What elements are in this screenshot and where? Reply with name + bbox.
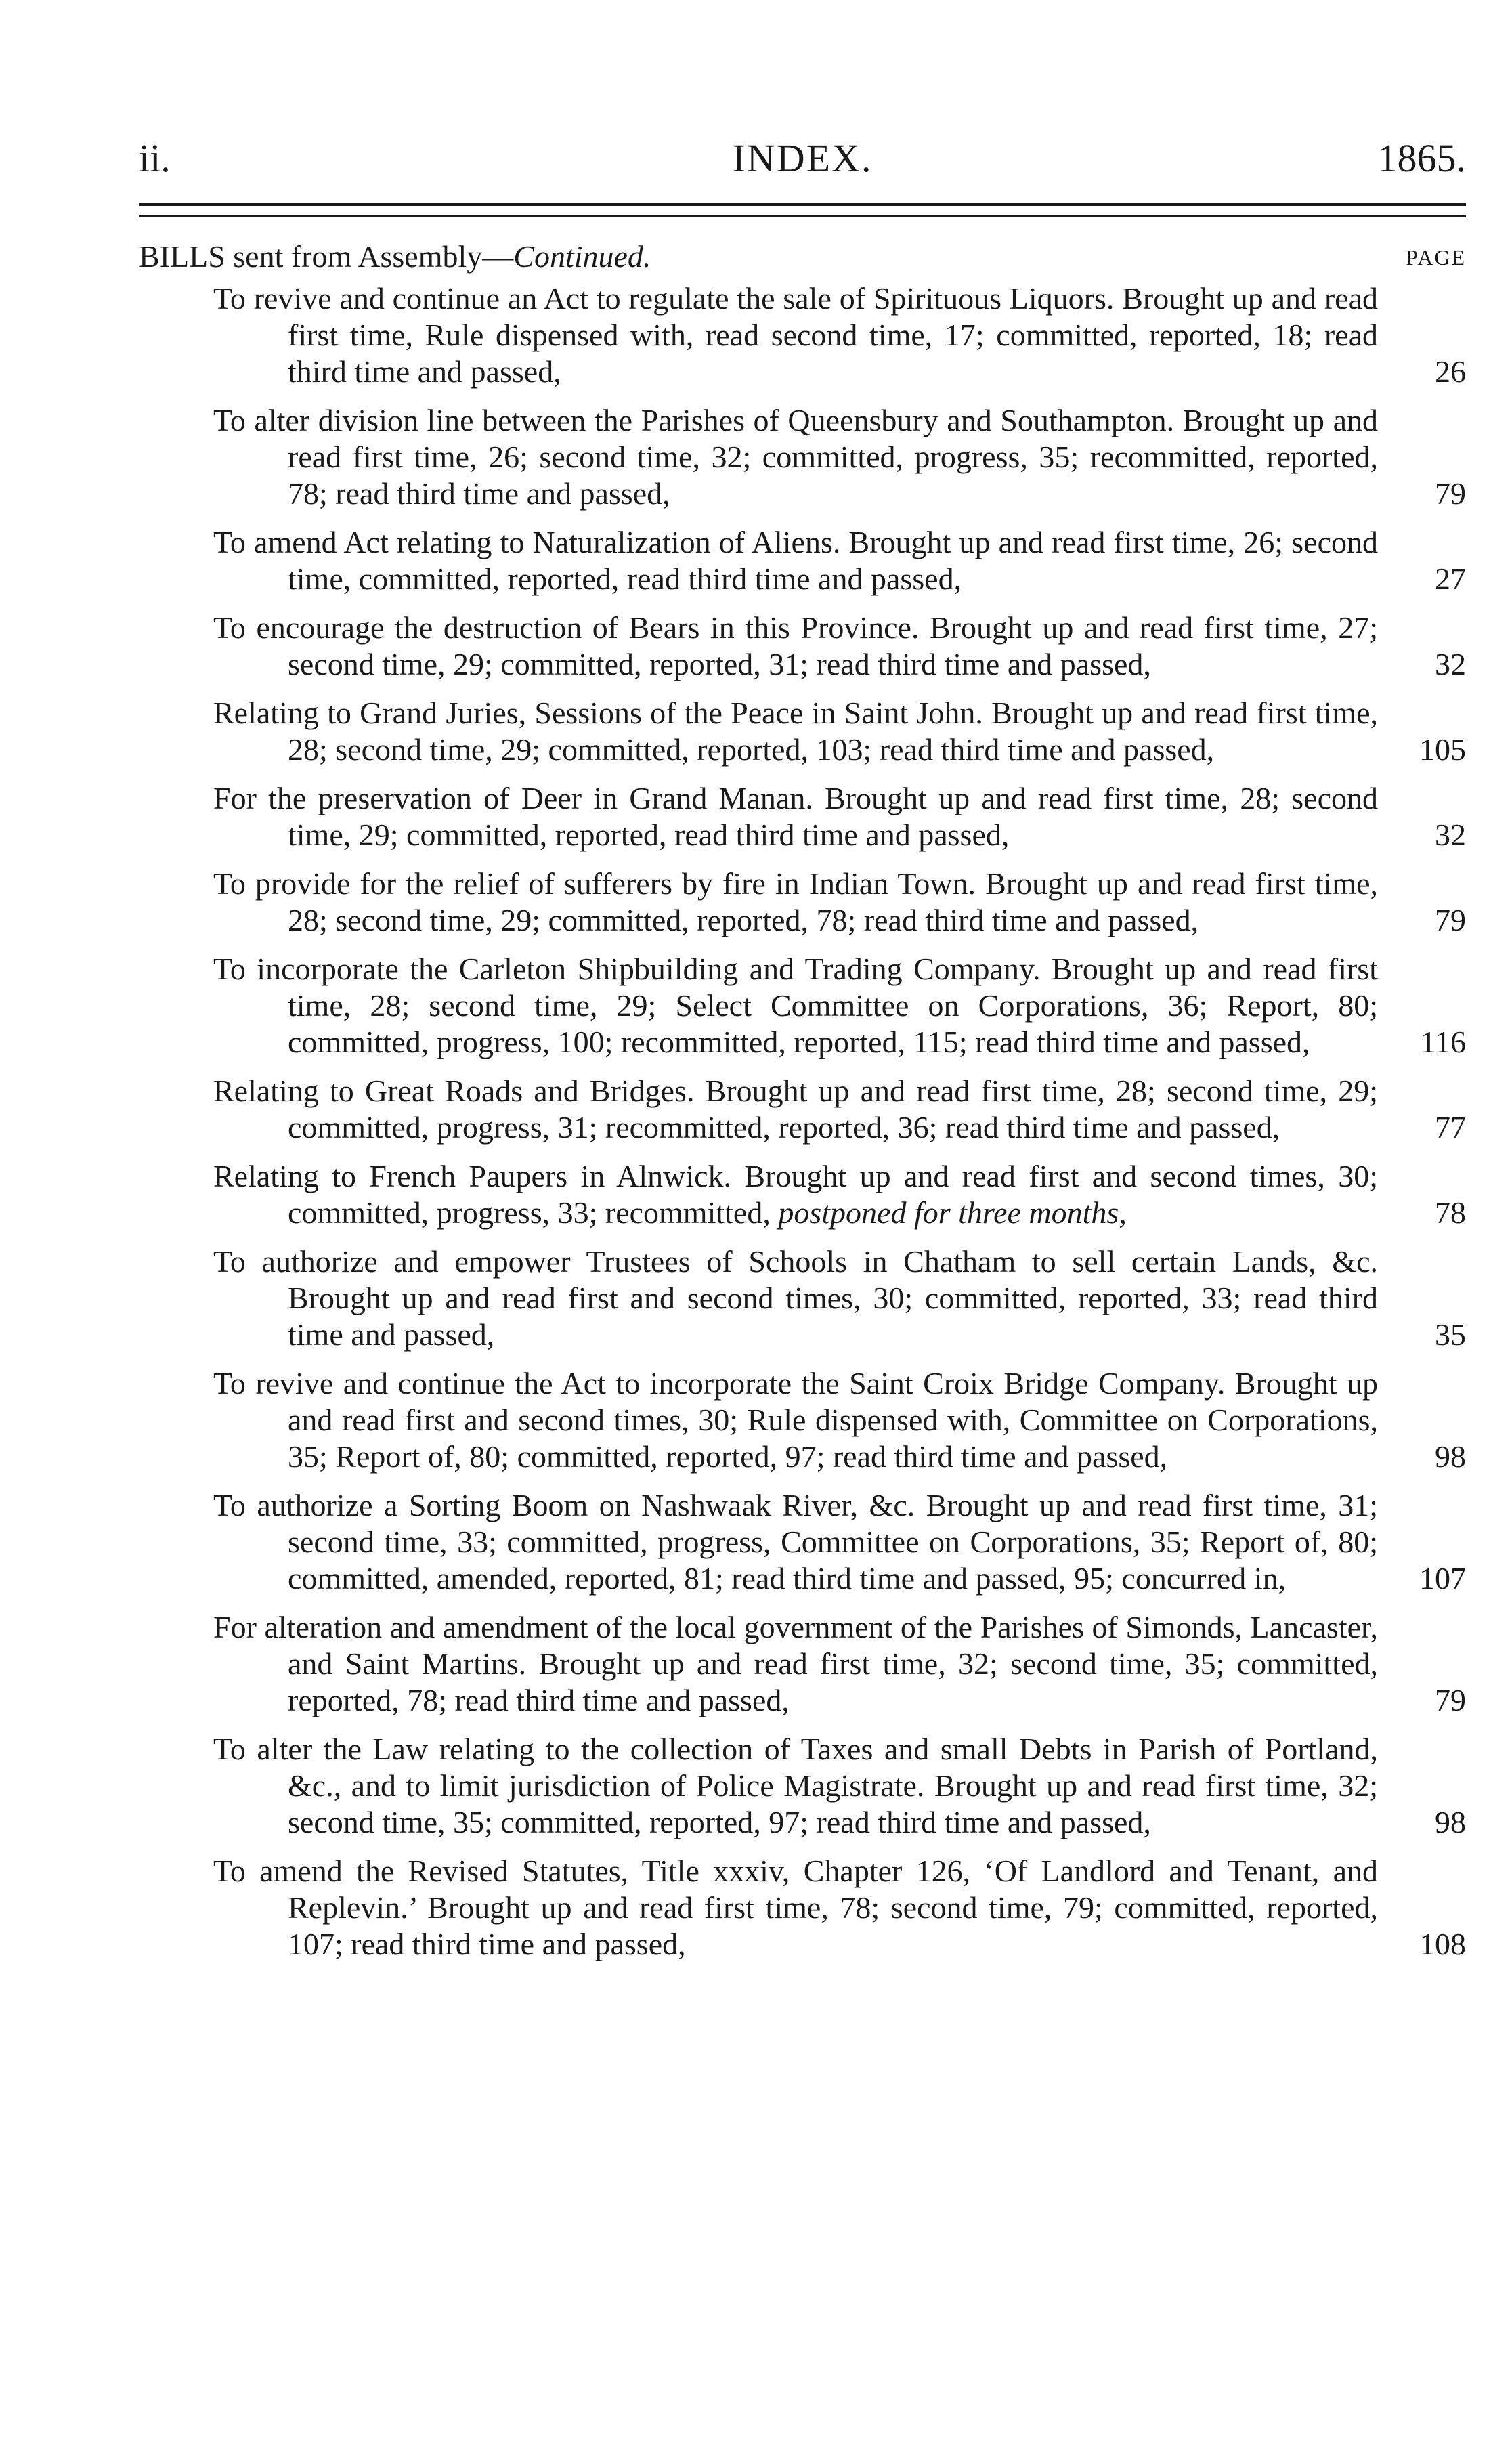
entry-text [213,780,1378,853]
entry-text [213,695,1378,768]
entry-page-number: 78 [1435,1195,1466,1230]
entry-text [213,280,1378,390]
index-entry [139,1073,1466,1146]
entry-page-number: 77 [1435,1110,1466,1145]
entry-description: To amend the Revised Statutes, Title xxxiv, Chapter 126, ‘Of Landlord and Tenant, and Replevin.’ Brought up and read first time, 78; second time, 79; committed, reported, 107; read third time and passed, [213,1854,1378,1961]
header-rule-thin [139,215,1466,217]
entry-page-number: 32 [1435,647,1466,681]
index-entry [139,866,1466,939]
entry-description: To authorize and empower Trustees of Schools in Chatham to sell certain Lands, &c. Brought up and read first and second times, 30; committed, reported, 33; read third time and passed, [213,1244,1378,1352]
entry-page-number: 27 [1435,561,1466,596]
header-rule-thick [139,203,1466,206]
entry-text [213,1853,1378,1963]
entry-description: To amend Act relating to Naturalization of Aliens. Brought up and read first time, 26; second time, committed, reported, read third time and passed, [213,525,1378,596]
entry-italic-note: postponed for three months, [778,1195,1127,1230]
entry-page-number: 98 [1435,1439,1466,1474]
section-title-continued: Continued. [513,239,651,274]
entry-text [213,951,1378,1061]
page-number-roman: ii. [139,136,171,180]
index-entry [139,1853,1466,1963]
entry-text [213,524,1378,597]
entry-page-number: 108 [1419,1927,1466,1961]
entry-description: To authorize a Sorting Boom on Nashwaak River, &c. Brought up and read first time, 31; second time, 33; committed, progress, Committee on Corporations, 35; Report of, 80; committed, amended, reported, 81; read third time and passed, 95; concurred in, [213,1488,1378,1596]
index-entry [139,1609,1466,1719]
entry-text [213,402,1378,512]
entry-text [213,1073,1378,1146]
entry-page-number: 35 [1435,1317,1466,1352]
entry-page-number: 98 [1435,1805,1466,1839]
entry-description: Relating to Great Roads and Bridges. Brought up and read first time, 28; second time, 29; committed, progress, 31; recommitted, reported, 36; read third time and passed, [213,1073,1378,1145]
entry-description: For the preservation of Deer in Grand Manan. Brought up and read first time, 28; second time, 29; committed, reported, read third time and passed, [213,781,1378,852]
entry-text [213,1731,1378,1841]
page-column-label: PAGE [1406,245,1466,270]
section-title [139,238,651,274]
entry-page-number: 105 [1419,732,1466,767]
entry-description: To encourage the destruction of Bears in this Province. Brought up and read first time, 27; second time, 29; committed, reported, 31; read third time and passed, [213,610,1378,681]
index-entry [139,1243,1466,1353]
entry-text [213,866,1378,939]
entry-description: Relating to French Paupers in Alnwick. Brought up and read first and second times, 30; committed, progress, 33; recommitted, [213,1159,1378,1230]
entry-description: To provide for the relief of sufferers by fire in Indian Town. Brought up and read first time, 28; second time, 29; committed, reported, 78; read third time and passed, [213,866,1378,937]
section-title-text: BILLS sent from Assembly— [139,239,514,274]
index-entry [139,951,1466,1061]
entry-page-number: 107 [1419,1561,1466,1596]
index-entry [139,1365,1466,1475]
running-title: INDEX. [732,136,873,180]
entry-description: For alteration and amendment of the local government of the Parishes of Simonds, Lancaster, and Saint Martins. Brought up and read first time, 32; second time, 35; committed, reported, 78; read third time and passed, [213,1610,1378,1717]
entry-page-number: 79 [1435,1683,1466,1717]
entry-description: Relating to Grand Juries, Sessions of the Peace in Saint John. Brought up and read first time, 28; second time, 29; committed, reported, 103; read third time and passed, [213,696,1378,767]
entry-text [213,1609,1378,1719]
entry-page-number: 26 [1435,354,1466,389]
entry-description: To incorporate the Carleton Shipbuilding and Trading Company. Brought up and read first time, 28; second time, 29; Select Committee on Corporations, 36; Report, 80; committed, progress, 100; recommitted, reported, 115; read third time and passed, [213,952,1378,1059]
entry-description: To alter the Law relating to the collection of Taxes and small Debts in Parish of Portland, &c., and to limit jurisdiction of Police Magistrate. Brought up and read first time, 32; second time, 35; committed, reported, 97; read third time and passed, [213,1732,1378,1839]
entry-page-number: 32 [1435,817,1466,852]
entry-page-number: 116 [1420,1025,1466,1059]
index-entry [139,1731,1466,1841]
entry-text [213,1365,1378,1475]
section-heading [139,238,1466,280]
entry-text [213,1158,1378,1231]
page-year: 1865. [1377,136,1466,180]
index-entry [139,695,1466,768]
entry-page-number: 79 [1435,903,1466,937]
index-entry [139,1158,1466,1231]
entry-description: To alter division line between the Parishes of Queensbury and Southampton. Brought up and read first time, 26; second time, 32; committed, progress, 35; recommitted, reported, 78; read third time and passed, [213,403,1378,511]
index-entry [139,780,1466,853]
index-entry [139,524,1466,597]
entry-text [213,1487,1378,1597]
index-entry [139,610,1466,683]
entry-list [139,280,1466,1963]
page-header [139,135,1466,196]
entry-page-number: 79 [1435,476,1466,511]
index-entry [139,280,1466,390]
index-content [139,238,1466,1975]
entry-text [213,610,1378,683]
entry-description: To revive and continue the Act to incorporate the Saint Croix Bridge Company. Brought up and read first and second times, 30; Rule dispensed with, Committee on Corporations, 35; Report of, 80; committed, reported, 97; read third time and passed, [213,1366,1378,1474]
index-entry [139,402,1466,512]
entry-text [213,1243,1378,1353]
entry-description: To revive and continue an Act to regulate the sale of Spirituous Liquors. Brought up and read first time, Rule dispensed with, read second time, 17; committed, reported, 18; read third time and passed, [213,281,1378,389]
index-entry [139,1487,1466,1597]
